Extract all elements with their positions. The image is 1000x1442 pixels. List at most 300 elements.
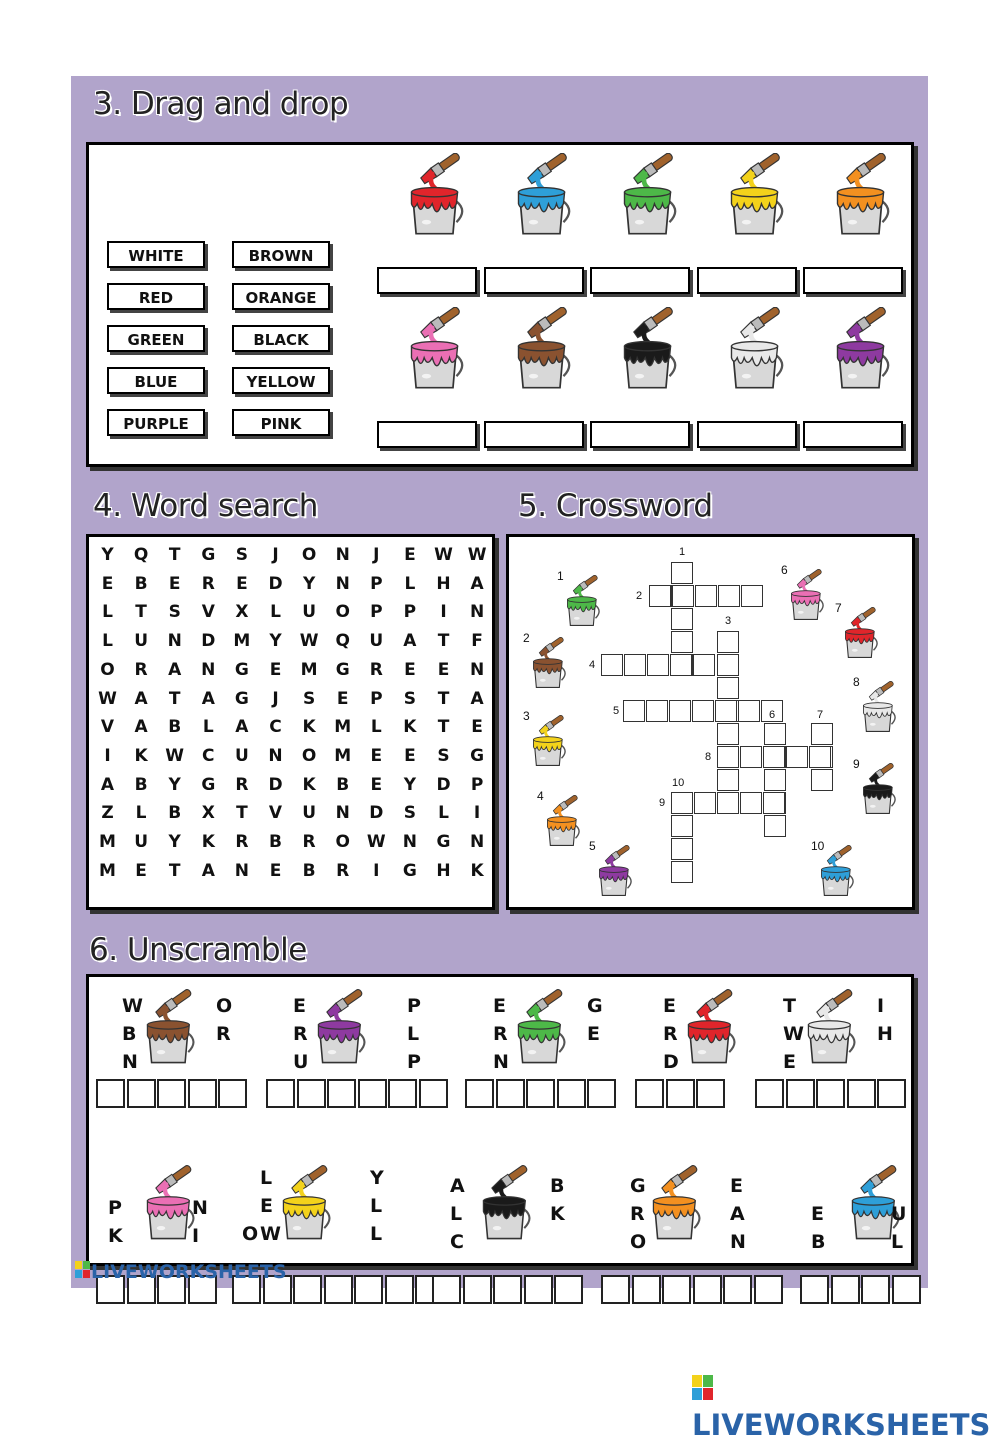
crossword-cell[interactable] xyxy=(671,815,693,837)
word-search-letter[interactable]: X xyxy=(235,602,249,623)
word-search-letter[interactable]: A xyxy=(201,688,215,709)
paint-bucket-icon xyxy=(679,989,746,1070)
crossword-cell[interactable] xyxy=(717,792,739,814)
crossword-cell[interactable] xyxy=(671,608,693,630)
answer-drop-box[interactable] xyxy=(590,267,690,294)
crossword-clue-number: 6 xyxy=(781,563,788,577)
unscramble-answer-box[interactable] xyxy=(786,1079,815,1108)
unscramble-answer-box[interactable] xyxy=(188,1079,217,1108)
word-search-letter[interactable]: S xyxy=(437,745,450,766)
crossword-cell[interactable] xyxy=(764,723,786,745)
paint-bucket-icon xyxy=(474,1165,541,1246)
crossword-cell[interactable] xyxy=(718,585,740,607)
word-search-letter[interactable]: N xyxy=(402,832,417,852)
crossword-cell[interactable] xyxy=(671,562,693,584)
word-search-letter[interactable]: Z xyxy=(101,803,114,824)
word-search-letter[interactable]: N xyxy=(201,659,216,680)
scrambled-letter: P xyxy=(407,1051,421,1073)
crossword-number: 6 xyxy=(769,709,776,721)
word-search-letter[interactable]: E xyxy=(135,860,147,881)
word-search-letter[interactable]: P xyxy=(403,602,417,623)
unscramble-answer-box[interactable] xyxy=(266,1079,295,1108)
word-search-letter[interactable]: E xyxy=(168,573,181,594)
crossword-cell[interactable] xyxy=(717,723,739,745)
word-search-letter[interactable]: L xyxy=(438,803,449,824)
unscramble-answer-box[interactable] xyxy=(218,1079,247,1108)
word-search-letter[interactable]: L xyxy=(404,573,416,594)
word-search-letter[interactable]: J xyxy=(373,545,380,565)
unscramble-answer-box[interactable] xyxy=(861,1275,890,1304)
word-search-letter[interactable]: L xyxy=(370,717,382,738)
unscramble-answer-box[interactable] xyxy=(297,1079,326,1108)
word-search-letter[interactable]: K xyxy=(134,745,148,766)
word-search-letter[interactable]: O xyxy=(301,545,317,565)
word-search-letter[interactable]: U xyxy=(134,832,148,852)
crossword-clue-number: 1 xyxy=(557,569,564,583)
scrambled-letter: L xyxy=(370,1195,383,1217)
word-search-letter[interactable]: B xyxy=(168,803,182,824)
word-search-letter[interactable]: L xyxy=(102,631,113,652)
word-search-letter[interactable]: R xyxy=(235,832,249,852)
unscramble-answer-box[interactable] xyxy=(755,1079,784,1108)
unscramble-answer-box[interactable] xyxy=(127,1079,156,1108)
word-tag-red[interactable]: RED xyxy=(107,283,205,310)
unscramble-answer-box[interactable] xyxy=(388,1079,417,1108)
unscramble-answer-box[interactable] xyxy=(632,1275,661,1304)
word-search-letter[interactable]: W xyxy=(467,545,487,565)
unscramble-answer-box[interactable] xyxy=(800,1275,829,1304)
word-search-letter[interactable]: N xyxy=(335,803,350,824)
word-search-letter[interactable]: B xyxy=(269,832,282,852)
word-search-letter[interactable]: U xyxy=(134,631,148,652)
word-search-letter[interactable]: R xyxy=(369,659,383,680)
crossword-cell[interactable] xyxy=(623,700,645,722)
word-search-letter[interactable]: M xyxy=(300,659,318,680)
word-search-letter[interactable]: D xyxy=(436,774,451,795)
scrambled-letter: R xyxy=(293,1023,308,1045)
scrambled-letter: E xyxy=(587,1023,600,1045)
unscramble-answer-box[interactable] xyxy=(493,1275,522,1304)
word-search-letter[interactable]: W xyxy=(98,688,117,709)
scrambled-letter: U xyxy=(293,1051,309,1073)
word-search-letter[interactable]: G xyxy=(234,659,249,680)
crossword-cell[interactable] xyxy=(717,654,739,676)
unscramble-answer-box[interactable] xyxy=(847,1079,876,1108)
word-search-letter[interactable]: T xyxy=(135,602,147,623)
word-search-letter[interactable]: A xyxy=(235,717,249,738)
word-search-letter[interactable]: K xyxy=(470,860,484,881)
scrambled-letter: L xyxy=(450,1203,463,1225)
scrambled-letter: K xyxy=(108,1225,123,1247)
word-search-letter[interactable]: M xyxy=(233,631,251,652)
word-tag-blue[interactable]: BLUE xyxy=(107,367,205,394)
paint-bucket-icon xyxy=(527,637,573,694)
crossword-number: 7 xyxy=(817,709,824,721)
crossword-cell[interactable] xyxy=(646,700,668,722)
paint-bucket-icon xyxy=(614,307,688,395)
word-search-letter[interactable]: T xyxy=(168,545,181,565)
crossword-cell[interactable] xyxy=(717,746,739,768)
answer-drop-box[interactable] xyxy=(697,421,797,448)
word-search-letter[interactable]: E xyxy=(236,573,248,594)
scrambled-letter: N xyxy=(192,1197,208,1219)
word-search-letter[interactable]: A xyxy=(470,688,484,709)
word-search-letter[interactable]: C xyxy=(269,717,282,738)
word-search-letter[interactable]: S xyxy=(403,803,417,824)
unscramble-answer-box[interactable] xyxy=(96,1079,125,1108)
word-search-letter[interactable]: O xyxy=(335,602,350,623)
word-tag-purple[interactable]: PURPLE xyxy=(107,409,205,436)
word-search-letter[interactable]: L xyxy=(202,717,214,738)
liveworksheets-logo-small xyxy=(75,1261,287,1284)
word-search-letter[interactable]: R xyxy=(302,832,316,852)
crossword-cell[interactable] xyxy=(740,746,762,768)
word-search-letter[interactable]: B xyxy=(134,573,148,594)
paint-bucket-icon xyxy=(614,153,688,241)
section-6-title: 6. Unscramble xyxy=(89,932,307,968)
scrambled-letter: I xyxy=(877,995,885,1017)
word-search-letter[interactable]: Y xyxy=(101,545,114,565)
crossword-cell[interactable] xyxy=(717,769,739,791)
crossword-cell[interactable] xyxy=(671,792,693,814)
word-search-letter[interactable]: L xyxy=(102,602,113,623)
word-search-letter[interactable]: M xyxy=(99,860,116,881)
word-search-letter[interactable]: K xyxy=(201,832,215,852)
word-search-letter[interactable]: W xyxy=(165,745,185,766)
crossword-number: 9 xyxy=(659,797,666,809)
crossword-cell[interactable] xyxy=(671,861,693,883)
word-search-letter[interactable]: R xyxy=(235,774,249,795)
crossword-cell[interactable] xyxy=(672,585,694,607)
unscramble-answer-box[interactable] xyxy=(557,1079,586,1108)
word-search-letter[interactable]: D xyxy=(201,631,216,652)
word-search-letter[interactable]: M xyxy=(99,832,116,852)
unscramble-answer-box[interactable] xyxy=(696,1079,725,1108)
crossword-cell[interactable] xyxy=(764,815,786,837)
unscramble-answer-box[interactable] xyxy=(157,1079,186,1108)
word-search-letter[interactable]: N xyxy=(335,573,350,594)
word-search-letter[interactable]: E xyxy=(269,659,282,680)
crossword-cell[interactable] xyxy=(670,654,692,676)
word-search-letter[interactable]: Q xyxy=(335,631,350,652)
answer-drop-box[interactable] xyxy=(377,267,477,294)
word-search-letter[interactable]: P xyxy=(370,573,383,594)
word-search-letter[interactable]: E xyxy=(336,688,349,709)
scrambled-letter: N xyxy=(493,1051,509,1073)
answer-drop-box[interactable] xyxy=(484,421,584,448)
crossword-clue-number: 8 xyxy=(853,675,860,689)
scrambled-letter: Y xyxy=(370,1167,384,1189)
unscramble-answer-box[interactable] xyxy=(666,1079,695,1108)
word-search-letter[interactable]: K xyxy=(302,717,316,738)
scrambled-letter: B xyxy=(550,1175,565,1197)
word-search-letter[interactable]: C xyxy=(202,745,215,766)
word-search-letter[interactable]: E xyxy=(404,545,416,565)
paint-bucket-icon xyxy=(527,715,573,772)
word-search-letter[interactable]: N xyxy=(469,602,485,623)
scrambled-letter: L xyxy=(407,1023,420,1045)
word-search-letter[interactable]: S xyxy=(168,602,181,623)
word-search-letter[interactable]: G xyxy=(402,860,417,881)
crossword-cell[interactable] xyxy=(715,700,737,722)
word-search-letter[interactable]: U xyxy=(302,803,316,824)
crossword-cell[interactable] xyxy=(671,631,693,653)
unscramble-answer-box[interactable] xyxy=(293,1275,322,1304)
crossword-cell[interactable] xyxy=(763,746,785,768)
word-search-letter[interactable]: Y xyxy=(269,631,282,652)
unscramble-answer-box[interactable] xyxy=(554,1275,583,1304)
answer-drop-box[interactable] xyxy=(377,421,477,448)
word-search-letter[interactable]: E xyxy=(101,573,114,594)
crossword-cell[interactable] xyxy=(811,769,833,791)
liveworksheets-logo-large xyxy=(692,1372,1000,1442)
word-search-letter[interactable]: N xyxy=(268,745,283,766)
word-search-letter[interactable]: I xyxy=(373,860,380,881)
word-tag-white[interactable]: WHITE xyxy=(107,241,205,268)
word-search-letter[interactable]: U xyxy=(302,602,316,623)
word-search-letter[interactable]: G xyxy=(470,745,485,766)
word-search-letter[interactable]: A xyxy=(100,774,115,795)
unscramble-answer-box[interactable] xyxy=(831,1275,860,1304)
word-search-letter[interactable]: S xyxy=(235,545,249,565)
unscramble-answer-box[interactable] xyxy=(816,1079,845,1108)
word-search-letter[interactable]: T xyxy=(168,688,181,709)
word-search-letter[interactable]: A xyxy=(134,688,148,709)
word-search-letter[interactable]: E xyxy=(370,745,383,766)
unscramble-answer-box[interactable] xyxy=(723,1275,752,1304)
crossword-cell[interactable] xyxy=(740,792,762,814)
unscramble-answer-box[interactable] xyxy=(385,1275,414,1304)
word-search-letter[interactable]: O xyxy=(301,745,317,766)
word-search-letter[interactable]: T xyxy=(437,631,450,652)
answer-drop-box[interactable] xyxy=(803,267,903,294)
word-search-letter[interactable]: E xyxy=(404,659,416,680)
unscramble-answer-box[interactable] xyxy=(465,1079,494,1108)
word-search-letter[interactable]: J xyxy=(272,545,279,565)
word-search-letter[interactable]: D xyxy=(268,774,283,795)
word-tag-brown[interactable]: BROWN xyxy=(232,241,330,268)
word-search-letter[interactable]: R xyxy=(201,573,215,594)
word-search-letter[interactable]: J xyxy=(272,688,279,709)
scrambled-letter: T xyxy=(783,995,796,1017)
word-search-letter[interactable]: E xyxy=(437,659,450,680)
crossword-cell[interactable] xyxy=(763,792,785,814)
word-search-letter[interactable]: N xyxy=(469,832,485,852)
word-search-letter[interactable]: E xyxy=(471,717,483,738)
word-search-letter[interactable]: G xyxy=(436,832,451,852)
word-search-letter[interactable]: W xyxy=(434,545,453,565)
word-search-letter[interactable]: S xyxy=(403,688,417,709)
crossword-cell[interactable] xyxy=(809,746,831,768)
word-search-letter[interactable]: O xyxy=(100,659,115,680)
paint-bucket-icon xyxy=(857,681,903,738)
word-search-letter[interactable]: T xyxy=(168,860,181,881)
word-search-letter[interactable]: U xyxy=(369,631,384,652)
crossword-cell[interactable] xyxy=(647,654,669,676)
crossword-cell[interactable] xyxy=(811,723,833,745)
answer-drop-box[interactable] xyxy=(590,421,690,448)
word-search-letter[interactable]: Q xyxy=(133,545,149,565)
unscramble-answer-box[interactable] xyxy=(432,1275,461,1304)
crossword-cell[interactable] xyxy=(692,700,714,722)
word-search-letter[interactable]: B xyxy=(336,774,350,795)
unscramble-answer-box[interactable] xyxy=(327,1079,356,1108)
word-search-letter[interactable]: N xyxy=(234,860,249,881)
crossword-cell[interactable] xyxy=(649,585,671,607)
word-search-letter[interactable]: E xyxy=(404,745,416,766)
crossword-cell[interactable] xyxy=(601,654,623,676)
word-tag-orange[interactable]: ORANGE xyxy=(232,283,330,310)
word-search-letter[interactable]: A xyxy=(470,573,484,594)
word-search-letter[interactable]: A xyxy=(134,717,148,738)
word-search-letter[interactable]: N xyxy=(335,545,350,565)
unscramble-answer-box[interactable] xyxy=(601,1275,630,1304)
word-tag-green[interactable]: GREEN xyxy=(107,325,205,352)
crossword-cell[interactable] xyxy=(694,792,716,814)
unscramble-answer-box[interactable] xyxy=(524,1275,553,1304)
word-search-letter[interactable]: Y xyxy=(403,774,417,795)
scrambled-letter: D xyxy=(663,1051,679,1073)
answer-drop-box[interactable] xyxy=(697,267,797,294)
word-tag-pink[interactable]: PINK xyxy=(232,409,330,436)
crossword-cell[interactable] xyxy=(669,700,691,722)
word-search-letter[interactable]: T xyxy=(236,803,248,824)
word-search-letter[interactable]: M xyxy=(334,745,352,766)
word-search-letter[interactable]: H xyxy=(436,860,451,881)
word-search-letter[interactable]: I xyxy=(440,602,447,623)
word-search-letter[interactable]: P xyxy=(370,688,383,709)
word-search-letter[interactable]: E xyxy=(269,860,282,881)
answer-drop-box[interactable] xyxy=(803,421,903,448)
word-search-letter[interactable]: Y xyxy=(168,832,181,852)
word-search-letter[interactable]: B xyxy=(168,717,182,738)
unscramble-answer-box[interactable] xyxy=(635,1079,664,1108)
word-tag-black[interactable]: BLACK xyxy=(232,325,330,352)
paint-bucket-icon xyxy=(815,845,861,902)
scrambled-letter: C xyxy=(450,1231,464,1253)
word-search-letter[interactable]: Y xyxy=(168,774,181,795)
word-search-letter[interactable]: X xyxy=(201,803,215,824)
crossword-cell[interactable] xyxy=(624,654,646,676)
word-search-letter[interactable]: R xyxy=(336,860,350,881)
word-search-letter[interactable]: G xyxy=(234,688,249,709)
unscramble-answer-box[interactable] xyxy=(587,1079,616,1108)
unscramble-answer-box[interactable] xyxy=(354,1275,383,1304)
word-search-letter[interactable]: U xyxy=(234,745,249,766)
logo-text: LIVEWORKSHEETS xyxy=(692,1408,991,1442)
scrambled-letter: E xyxy=(783,1051,796,1073)
unscramble-answer-box[interactable] xyxy=(892,1275,921,1304)
word-search-letter[interactable]: B xyxy=(302,860,316,881)
word-search-letter[interactable]: B xyxy=(134,774,148,795)
unscramble-answer-box[interactable] xyxy=(324,1275,353,1304)
scrambled-letter: W xyxy=(783,1023,804,1045)
unscramble-answer-box[interactable] xyxy=(526,1079,555,1108)
paint-bucket-icon xyxy=(401,307,475,395)
answer-drop-box[interactable] xyxy=(484,267,584,294)
unscramble-answer-box[interactable] xyxy=(358,1079,387,1108)
word-search-letter[interactable]: R xyxy=(134,659,148,680)
scrambled-letter: G xyxy=(630,1175,646,1197)
word-search-letter[interactable]: V xyxy=(268,803,283,824)
word-search-letter[interactable]: P xyxy=(470,774,484,795)
crossword-cell[interactable] xyxy=(764,769,786,791)
unscramble-answer-box[interactable] xyxy=(662,1275,691,1304)
word-search-letter[interactable]: G xyxy=(201,545,216,565)
crossword-panel xyxy=(506,534,915,910)
word-search-letter[interactable]: V xyxy=(100,717,115,738)
word-search-letter[interactable]: T xyxy=(437,688,450,709)
unscramble-answer-box[interactable] xyxy=(419,1079,448,1108)
word-search-letter[interactable]: E xyxy=(370,774,383,795)
scrambled-letter: E xyxy=(663,995,676,1017)
word-search-letter[interactable]: H xyxy=(436,573,451,594)
word-search-letter[interactable]: I xyxy=(104,745,111,766)
word-search-letter[interactable]: V xyxy=(201,602,215,623)
word-search-letter[interactable]: K xyxy=(403,717,417,738)
word-search-letter[interactable]: Y xyxy=(302,573,316,594)
scrambled-letter: B xyxy=(811,1231,826,1253)
word-search-letter[interactable]: D xyxy=(369,803,384,824)
word-search-letter[interactable]: O xyxy=(335,832,350,852)
unscramble-answer-box[interactable] xyxy=(496,1079,525,1108)
paint-bucket-icon xyxy=(541,795,587,852)
paint-bucket-icon xyxy=(138,989,205,1070)
crossword-cell[interactable] xyxy=(717,677,739,699)
scrambled-letter: P xyxy=(108,1197,122,1219)
crossword-cell[interactable] xyxy=(671,838,693,860)
crossword-cell[interactable] xyxy=(717,631,739,653)
crossword-cell[interactable] xyxy=(695,585,717,607)
crossword-cell[interactable] xyxy=(741,585,763,607)
word-search-letter[interactable]: A xyxy=(201,860,215,881)
word-search-letter[interactable]: L xyxy=(270,602,281,623)
crossword-cell[interactable] xyxy=(693,654,715,676)
unscramble-answer-box[interactable] xyxy=(877,1079,906,1108)
word-search-letter[interactable]: K xyxy=(302,774,316,795)
unscramble-answer-box[interactable] xyxy=(693,1275,722,1304)
word-search-letter[interactable]: I xyxy=(473,803,481,824)
logo-cube-icon xyxy=(692,1374,714,1408)
word-search-letter[interactable]: D xyxy=(268,573,283,594)
scrambled-letter: E xyxy=(811,1203,824,1225)
word-search-letter[interactable]: P xyxy=(370,602,383,623)
word-search-letter[interactable]: G xyxy=(335,659,350,680)
word-search-letter[interactable]: F xyxy=(471,631,483,652)
word-search-letter[interactable]: G xyxy=(201,774,216,795)
scrambled-letter: B xyxy=(122,1023,137,1045)
crossword-clue-number: 5 xyxy=(589,839,596,853)
word-search-letter[interactable]: T xyxy=(437,717,450,738)
word-tag-yellow[interactable]: YELLOW xyxy=(232,367,330,394)
paint-bucket-icon xyxy=(593,845,639,902)
word-search-letter[interactable]: A xyxy=(168,659,182,680)
unscramble-answer-box[interactable] xyxy=(463,1275,492,1304)
word-search-letter[interactable]: L xyxy=(135,803,147,824)
word-search-letter[interactable]: W xyxy=(299,631,319,652)
word-search-letter[interactable]: A xyxy=(403,631,417,652)
word-search-letter[interactable]: S xyxy=(302,688,316,709)
paint-bucket-icon xyxy=(401,153,475,241)
word-search-letter[interactable]: N xyxy=(469,659,485,680)
word-search-letter[interactable]: N xyxy=(167,631,182,652)
word-search-letter[interactable]: W xyxy=(366,832,386,852)
crossword-number: 1 xyxy=(679,546,686,558)
word-search-letter[interactable]: M xyxy=(334,717,352,738)
crossword-cell[interactable] xyxy=(738,700,760,722)
unscramble-answer-box[interactable] xyxy=(754,1275,783,1304)
crossword-cell[interactable] xyxy=(786,746,808,768)
